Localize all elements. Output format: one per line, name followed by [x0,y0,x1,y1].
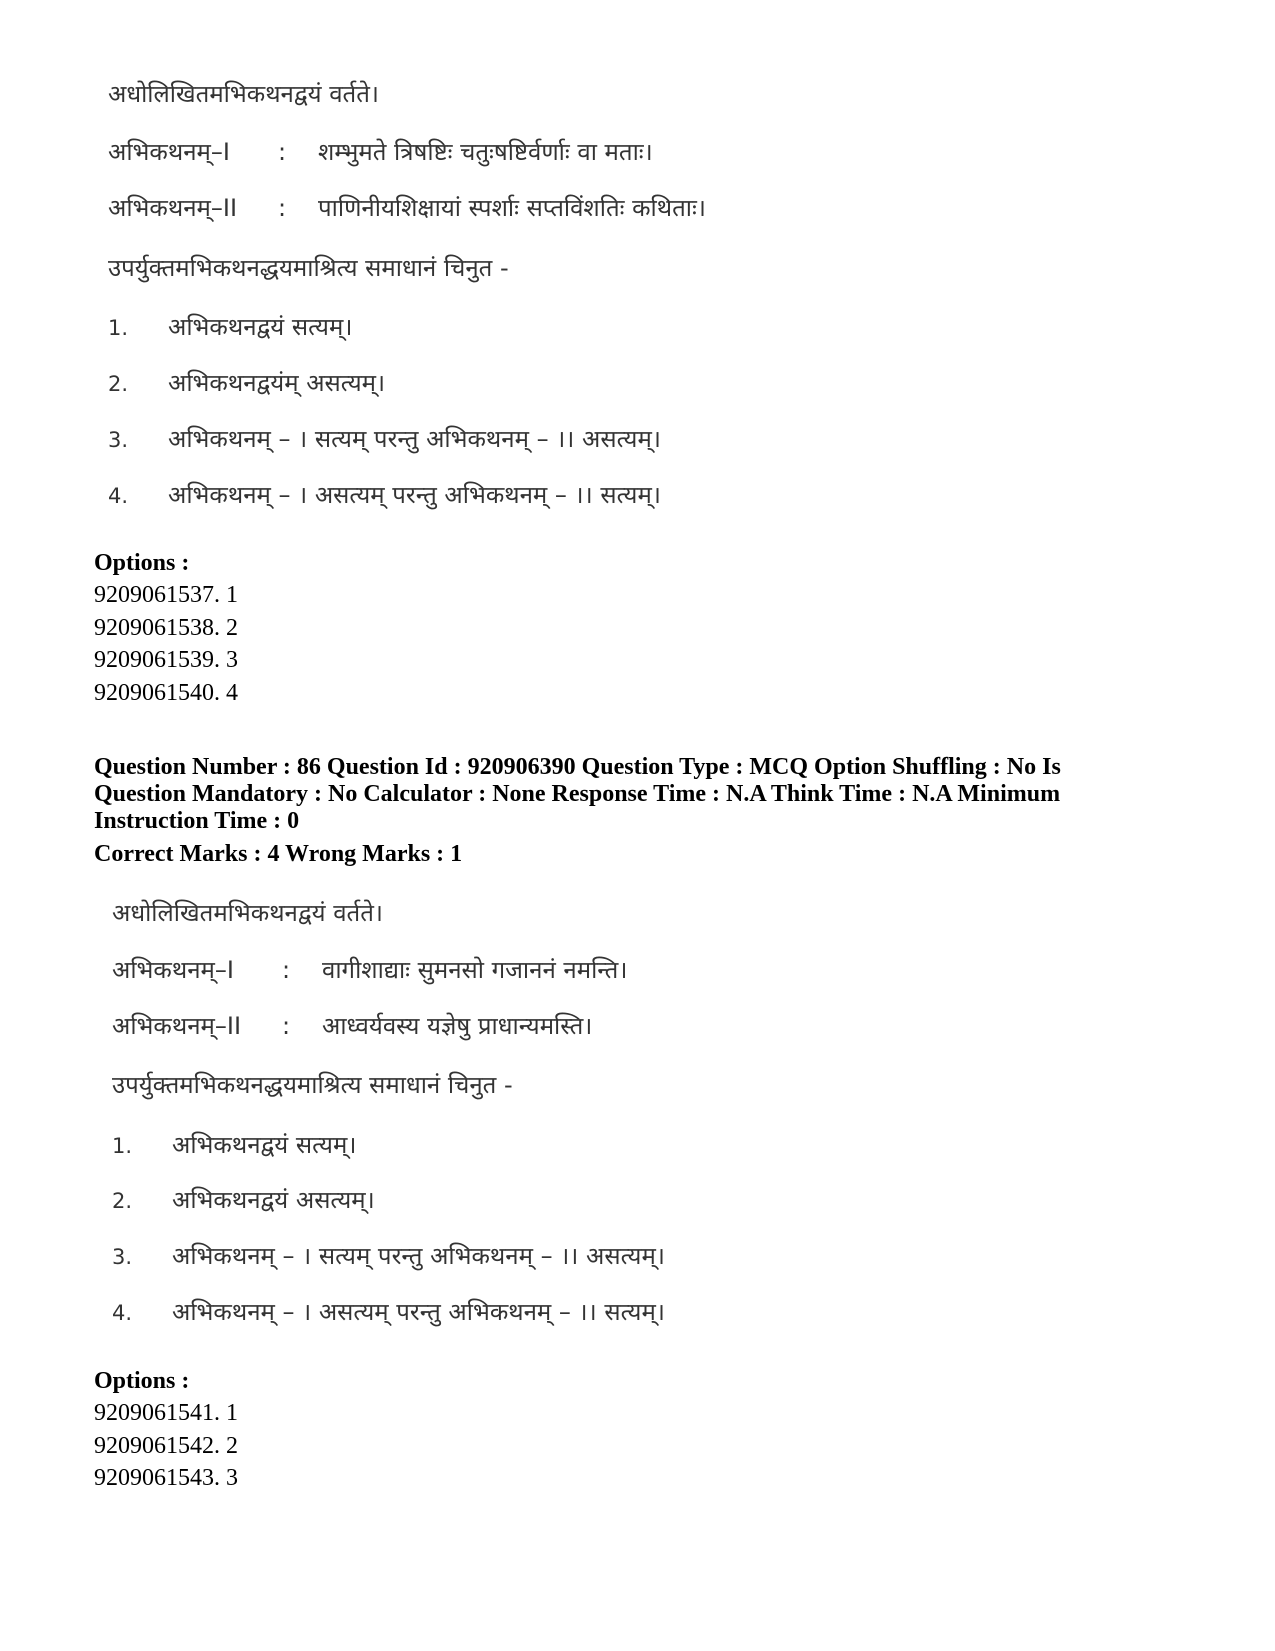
question-meta-line: Question Mandatory : No Calculator : None Response Time : N.A Think Time : N.A Minimum [94,781,1061,807]
option-item: 9209061543. 3 [94,1465,238,1491]
choice-text: अभिकथनम् – । असत्यम् परन्तु अभिकथनम् – ।। सत्यम्। [172,1298,665,1326]
option-item: 9209061540. 4 [94,680,238,706]
statement-colon: : [282,956,291,984]
choice-number: 3. [112,1245,133,1269]
options-heading: Options : [94,550,190,576]
choice-3 [112,1244,665,1268]
choice-2 [108,371,385,395]
choice-text: अभिकथनद्वयंम् असत्यम्। [168,369,386,397]
question-meta [94,754,1061,835]
question-intro: अधोलिखितमभिकथनद्वयं वर्तते। [112,899,384,927]
statement-colon: : [278,194,287,222]
statement-2 [112,1014,592,1038]
choice-number: 3. [108,428,129,452]
statement-label: अभिकथनम्–I [108,138,230,166]
choice-3 [108,427,661,451]
question-prompt: उपर्युक्तमभिकथनद्धयमाश्रित्य समाधानं चिनुत - [108,254,509,282]
statement-2 [108,196,706,220]
statement-label: अभिकथनम्–II [108,194,238,222]
option-item: 9209061539. 3 [94,647,238,673]
choice-text: अभिकथनद्वयं सत्यम्। [172,1131,357,1159]
choice-1 [112,1133,356,1157]
statement-text: आध्वर्यवस्य यज्ञेषु प्राधान्यमस्ति। [322,1012,593,1040]
choice-text: अभिकथनम् – । सत्यम् परन्तु अभिकथनम् – ।। असत्यम्। [168,425,661,453]
option-item: 9209061537. 1 [94,582,238,608]
choice-text: अभिकथनम् – । सत्यम् परन्तु अभिकथनम् – ।। असत्यम्। [172,1242,665,1270]
statement-text: वागीशाद्याः सुमनसो गजाननं नमन्ति। [322,956,628,984]
statement-text: शम्भुमते त्रिषष्टिः चतुःषष्टिर्वर्णाः वा मताः। [318,138,653,166]
choice-number: 4. [112,1301,133,1325]
choice-1 [108,315,352,339]
option-item: 9209061542. 2 [94,1433,238,1459]
choice-2 [112,1188,375,1212]
choice-number: 4. [108,484,129,508]
statement-label: अभिकथनम्–II [112,1012,242,1040]
question-meta-line: Question Number : 86 Question Id : 920906390 Question Type : MCQ Option Shuffling : No Is [94,754,1061,780]
statement-colon: : [278,138,287,166]
choice-4 [108,483,661,507]
choice-text: अभिकथनम् – । असत्यम् परन्तु अभिकथनम् – ।। सत्यम्। [168,481,661,509]
statement-1 [112,958,627,982]
statement-text: पाणिनीयशिक्षायां स्पर्शाः सप्तविंशतिः कथिताः। [318,194,706,222]
choice-number: 2. [108,372,129,396]
choice-4 [112,1300,665,1324]
option-item: 9209061538. 2 [94,615,238,641]
question-prompt: उपर्युक्तमभिकथनद्धयमाश्रित्य समाधानं चिनुत - [112,1071,513,1099]
statement-1 [108,140,653,164]
choice-number: 1. [108,316,129,340]
choice-text: अभिकथनद्वयं सत्यम्। [168,313,353,341]
options-heading: Options : [94,1368,190,1394]
question-meta-line: Instruction Time : 0 [94,808,300,834]
statement-label: अभिकथनम्–I [112,956,234,984]
choice-text: अभिकथनद्वयं असत्यम्। [172,1186,375,1214]
choice-number: 2. [112,1189,133,1213]
option-item: 9209061541. 1 [94,1400,238,1426]
choice-number: 1. [112,1134,133,1158]
statement-colon: : [282,1012,291,1040]
question-marks: Correct Marks : 4 Wrong Marks : 1 [94,841,463,867]
question-intro: अधोलिखितमभिकथनद्वयं वर्तते। [108,80,380,108]
